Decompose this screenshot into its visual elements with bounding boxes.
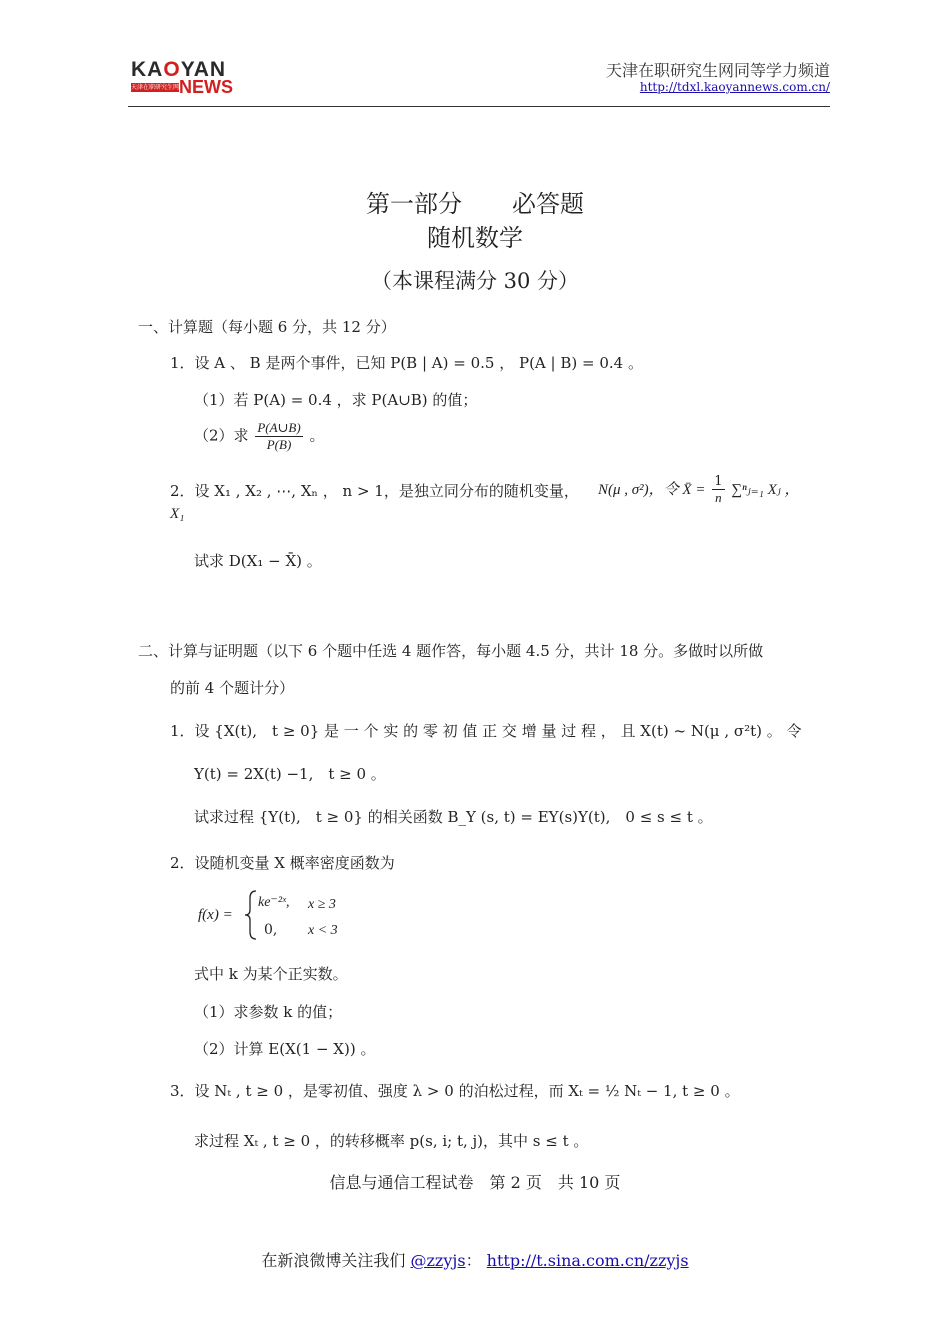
score-note: （本课程满分 30 分） (370, 269, 580, 293)
fraction: $\frac{1}{n}$ (714, 474, 723, 505)
s1-question1: 1．设 A 、 B 是两个事件，已知 P(B | A) = 0.5 ， P(A | B) = 0.4 。 (170, 354, 643, 372)
piecewise-case1-value: ke⁻²ˣ, (258, 895, 290, 910)
s1-question1-part2: （2）求 $\frac{P(A\cup B)}{P(B)}$ 。 (194, 420, 325, 452)
piecewise-case2-cond: x < 3 (308, 923, 338, 938)
weibo-url-link[interactable]: http://t.sina.com.cn/zzyjs (486, 1251, 689, 1270)
logo-tagline: 天津在职研究生网 (131, 84, 179, 91)
s2-question2-part1: （1）求参数 k 的值； (194, 1003, 343, 1021)
s2-question1-define: Y(t) = 2X(t) −1, t ≥ 0 。 (194, 765, 386, 783)
s2-question2-part2: （2）计算 E(X(1 − X)) 。 (194, 1040, 376, 1058)
s1-question2-dist: N(μ , σ²)，令 X̄ = $\frac{1}{n}$ ∑ⁿⱼ₌₁ Xⱼ ， (598, 474, 800, 505)
s2-question2-note: 式中 k 为某个正实数。 (194, 965, 348, 983)
s2-question3: 3．设 Nₜ , t ≥ 0 ，是零初值、强度 λ > 0 的泊松过程，而 Xₜ = ½ Nₜ − 1, t ≥ 0 。 (170, 1082, 740, 1100)
subject-title: 随机数学 (427, 224, 523, 252)
header-divider (128, 106, 830, 107)
section1-heading: 一、计算题（每小题 6 分，共 12 分） (138, 318, 396, 336)
s2-question3-ask: 求过程 Xₜ , t ≥ 0 ，的转移概率 p(s, i; t, j)，其中 s ≤ t 。 (194, 1132, 589, 1150)
part-title: 第一部分 必答题 (366, 190, 584, 218)
logo-wordmark-bottom (131, 77, 241, 97)
s1-question1-part1: （1）若 P(A) = 0.4 ，求 P(A∪B) 的值； (194, 391, 478, 409)
weibo-handle-link[interactable]: @zzyjs (410, 1251, 466, 1270)
piecewise-case2-value: 0, (264, 922, 278, 938)
s2-question1: 1．设 {X(t), t ≥ 0} 是 一 个 实 的 零 初 值 正 交 增 量 过 程 ， 且 X(t) ~ N(μ , σ²t) 。 令 (170, 722, 802, 740)
site-url-link[interactable]: http://tdxl.kaoyannews.com.cn/ (639, 80, 830, 94)
s2-question1-ask: 试求过程 {Y(t), t ≥ 0} 的相关函数 B_Y (s, t) = EY(s)Y(t), 0 ≤ s ≤ t 。 (194, 808, 713, 826)
s1-question2-wrap: X₁ (170, 506, 185, 522)
kaoyan-news-logo[interactable] (131, 58, 241, 97)
piecewise-case1-cond: x ≥ 3 (308, 897, 336, 912)
piecewise-brace-icon (244, 890, 258, 944)
section2-heading-cont: 的前 4 个题计分） (170, 679, 295, 697)
logo-wordmark-top: KAOYAN (131, 58, 227, 81)
logo-news-text: NEWS (179, 77, 233, 97)
s2-question2: 2．设随机变量 X 概率密度函数为 (170, 854, 395, 872)
page-footer: 信息与通信工程试卷 第 2 页 共 10 页 (329, 1173, 621, 1192)
weibo-line: 在新浪微博关注我们 @zzyjs： http://t.sina.com.cn/zzyjs (261, 1251, 689, 1270)
fraction: $\frac{P(A\cup B)}{P(B)}$ (257, 420, 301, 452)
s1-question2: 2．设 X₁ , X₂ , ⋯, Xₙ ， n > 1，是独立同分布的随机变量， (170, 482, 579, 500)
piecewise-f-label: f(x) = (198, 907, 233, 923)
section2-heading: 二、计算与证明题（以下 6 个题中任选 4 题作答，每小题 4.5 分，共计 18 分。多做时以所做 (138, 642, 764, 660)
s1-question2-ask: 试求 D(X₁ − X̄) 。 (194, 552, 322, 570)
site-name: 天津在职研究生网同等学力频道 (605, 61, 830, 80)
